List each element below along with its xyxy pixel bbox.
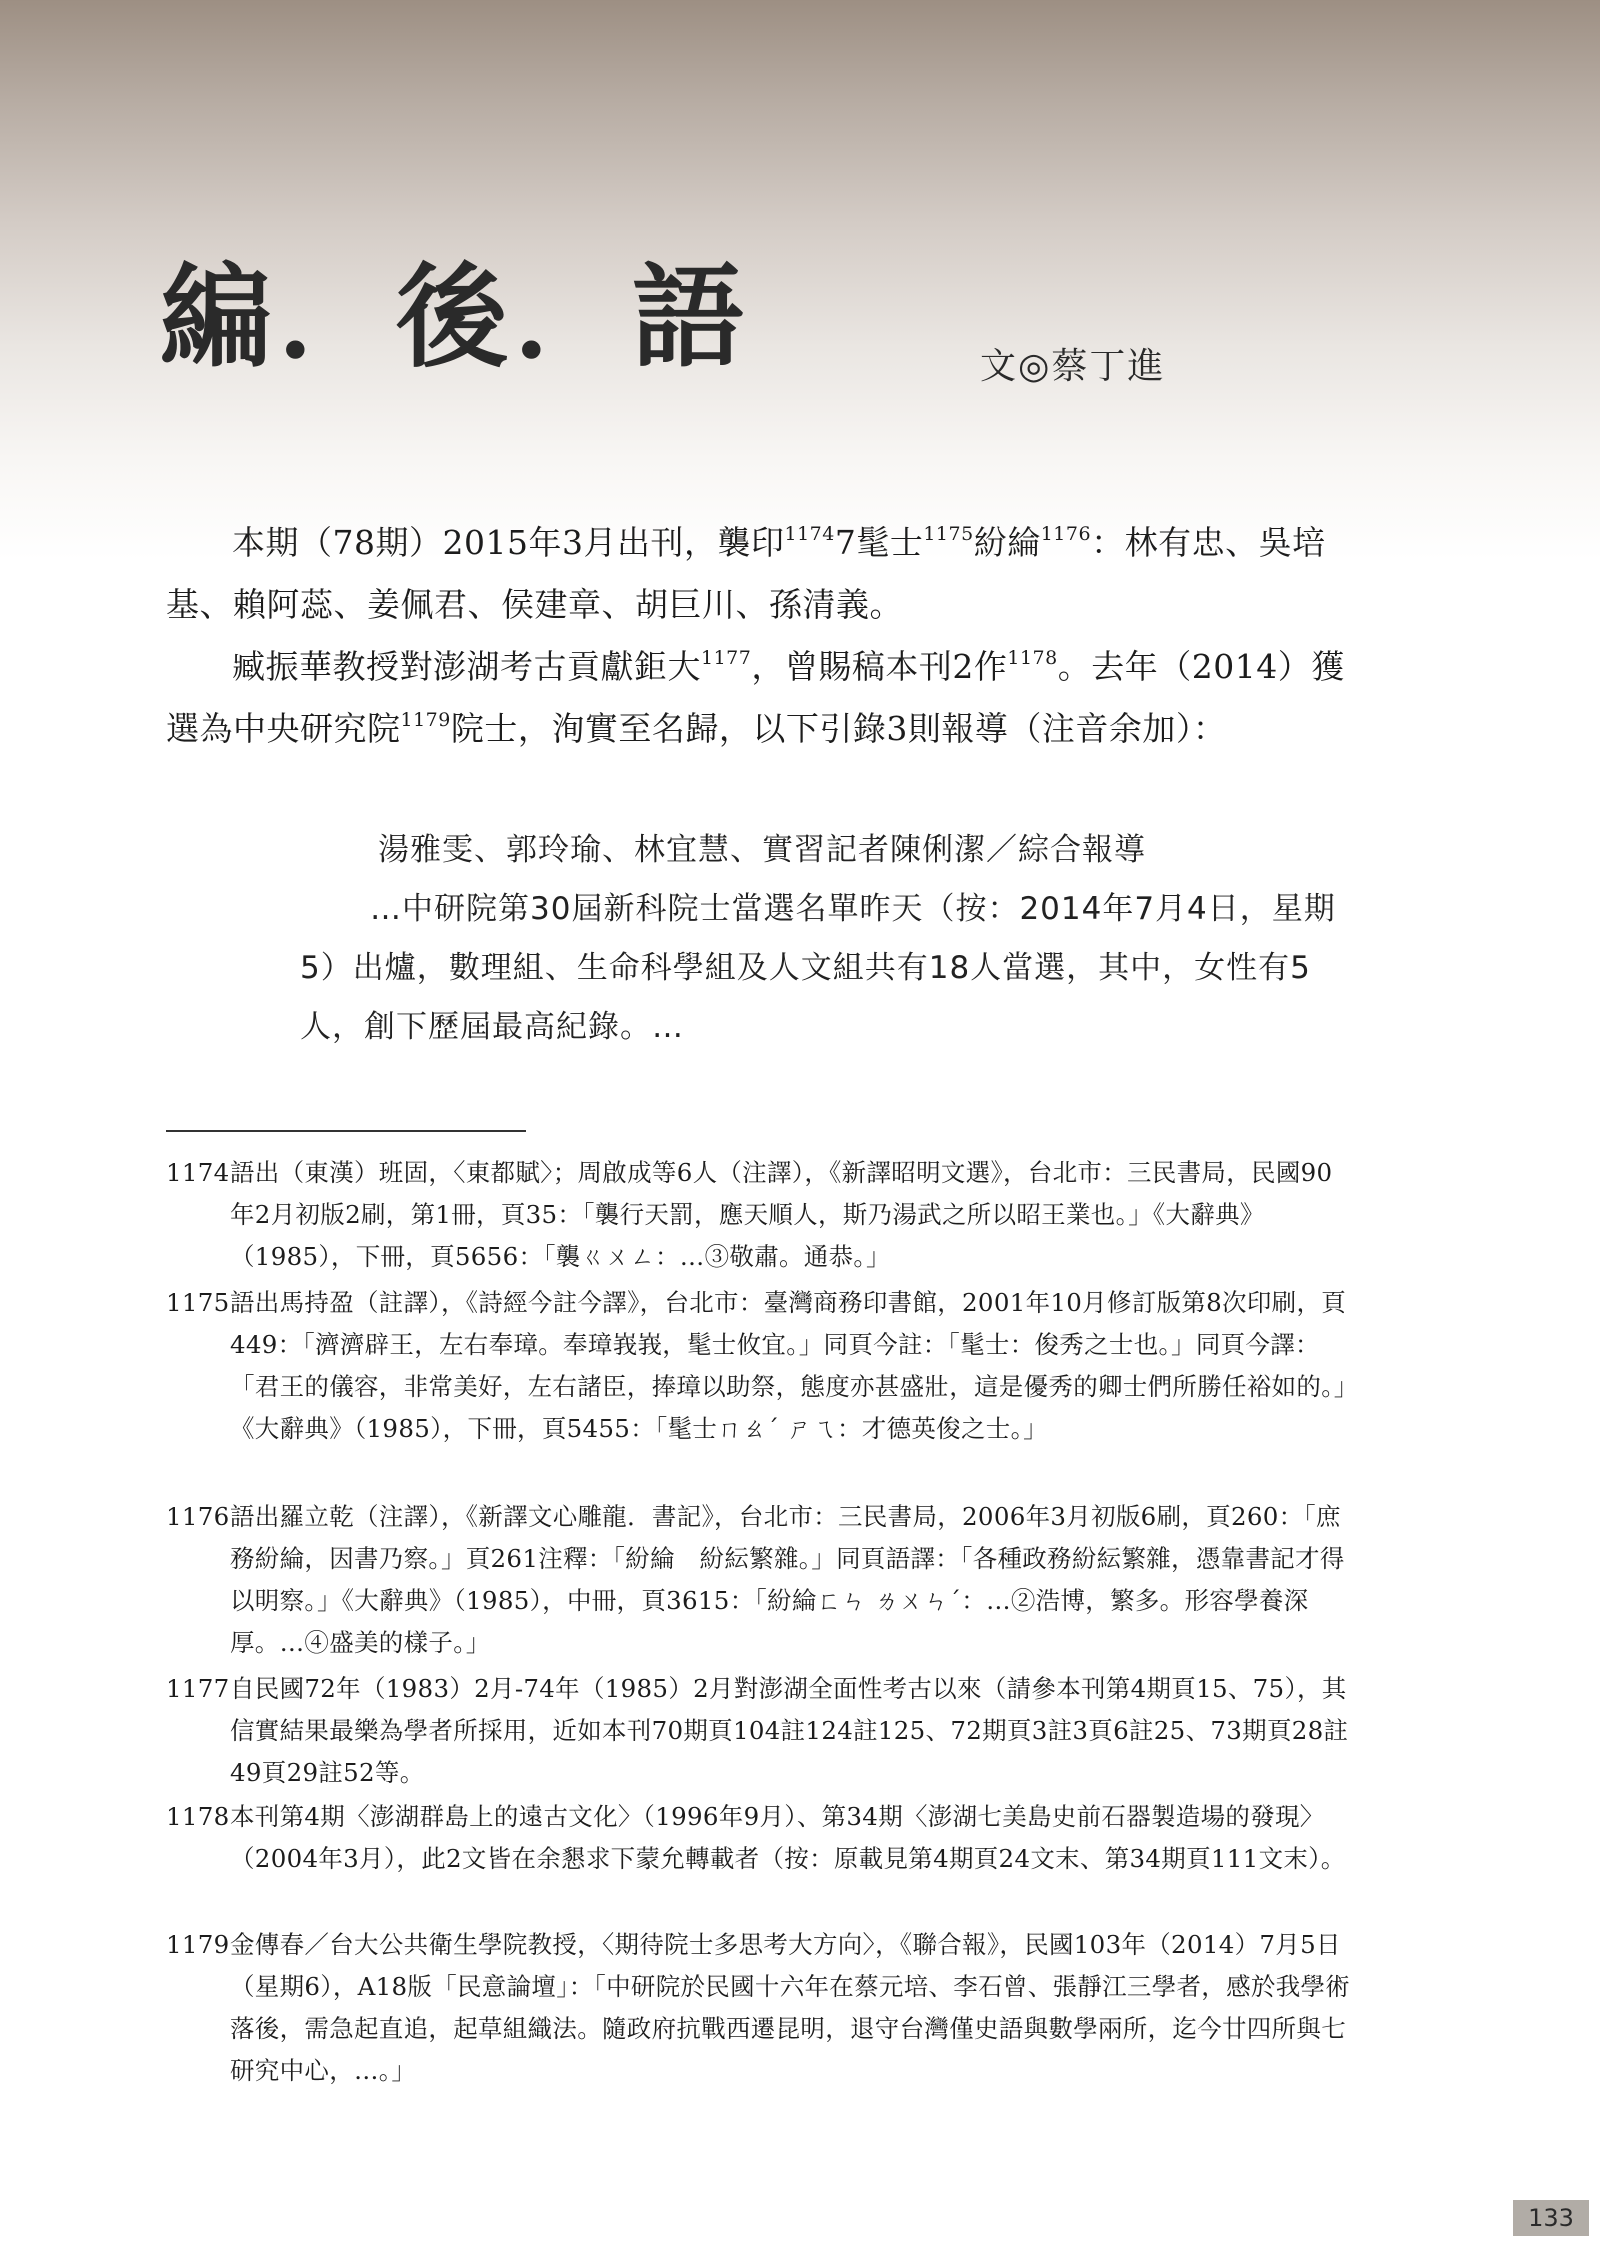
footnote-number: 1177 <box>166 1674 230 1703</box>
footnote-text: 語出馬持盈（註譯），《詩經今註今譯》，台北市：臺灣商務印書館，2001年10月修訂版第8次印刷，頁449：「濟濟辟王，左右奉璋。奉璋峩峩，髦士攸宜。」同頁今註：「髦士：俊秀之士也。」同頁今譯：「君王的儀容，非常美好，左右諸臣，捧璋以助祭，態度亦甚盛壯，這是優秀的卿士們所勝任裕如的。」《大辭典》（1985），下冊，頁5455：「髦士ㄇㄠˊ ㄕㄟ：才德英俊之士。」 <box>230 1288 1347 1443</box>
footnote-text: 自民國72年（1983）2月-74年（1985）2月對澎湖全面性考古以來（請參本刊第4期頁15、75），其信實結果最樂為學者所採用，近如本刊70期頁104註124註125、72期頁3註3頁6註25、73期頁28註49頁29註52等。 <box>230 1674 1349 1787</box>
footnote-1176 <box>166 1496 1352 1664</box>
footnote-text: 本刊第4期〈澎湖群島上的遠古文化〉（1996年9月）、第34期〈澎湖七美島史前石器製造場的發現〉（2004年3月），此2文皆在余懇求下蒙允轉載者（按：原載見第4期頁24文末、第34期頁111文末）。 <box>230 1802 1346 1873</box>
paragraph-2: 臧振華教授對澎湖考古貢獻鉅大$^{1177}$，曾賜稿本刊2作$^{1178}$。去年（2014）獲選為中央研究院$^{1179}$院士，洵實至名歸，以下引錄3則報導（注音余加）： <box>166 647 1345 748</box>
footnote-text: 語出羅立乾（注譯），《新譯文心雕龍．書記》，台北市：三民書局，2006年3月初版6刷，頁260：「庶務紛綸，因書乃察。」頁261注釋：「紛綸 紛紜繁雜。」同頁語譯：「各種政務紛紜繁雜，憑靠書記才得以明察。」《大辭典》（1985），中冊，頁3615：「紛綸ㄈㄣ ㄌㄨㄣˊ：…②浩博，繁多。形容學養深厚。…④盛美的樣子。」 <box>230 1502 1345 1657</box>
footnote-1174 <box>166 1152 1352 1278</box>
footnote-ref: 1177 <box>701 647 752 669</box>
author-byline: 文◎蔡丁進 <box>980 346 1166 387</box>
footnote-1175 <box>166 1282 1352 1450</box>
quote-byline: 湯雅雯、郭玲瑜、林宜慧、實習記者陳俐潔／綜合報導 <box>378 832 1146 868</box>
page-title: 編．後．語 <box>160 253 750 383</box>
footnote-ref: 1179 <box>400 709 451 731</box>
footnote-ref: 1176 <box>1040 523 1092 545</box>
paragraph-1: 本期（78期）2015年3月出刊，襲印$^{1174}$7髦士$^{1175}$紛綸$^{1176}$：林有忠、吳培基、賴阿蕊、姜佩君、侯建章、胡巨川、孫清義。 <box>166 523 1326 624</box>
footnote-text: 金傳春／台大公共衛生學院教授，〈期待院士多思考大方向〉，《聯合報》，民國103年（2014）7月5日（星期6），A18版「民意論壇」：「中研院於民國十六年在蔡元培、李石曾、張靜江三學者，感於我學術落後，需急起直追，起草組織法。隨政府抗戰西遷昆明，退守台灣僅史語與數學兩所，迄今廿四所與七研究中心，…。」 <box>230 1930 1351 2085</box>
footnote-number: 1175 <box>166 1288 230 1317</box>
footnote-number: 1179 <box>166 1930 230 1959</box>
quote-body: …中研院第30屆新科院士當選名單昨天（按：2014年7月4日，星期5）出爐，數理組、生命科學組及人文組共有18人當選，其中，女性有5人，創下歷屆最高紀錄。… <box>300 891 1336 1045</box>
footnote-number: 1178 <box>166 1802 230 1831</box>
footnote-divider <box>166 1130 526 1132</box>
footnote-ref: 1178 <box>1007 647 1058 669</box>
footnote-number: 1176 <box>166 1502 230 1531</box>
footnote-1179 <box>166 1924 1352 2092</box>
footnote-number: 1174 <box>166 1158 230 1187</box>
page-number: 133 <box>1513 2200 1589 2236</box>
footnote-ref: 1175 <box>923 523 974 545</box>
footnote-text: 語出（東漢）班固，〈東都賦〉；周啟成等6人（注譯），《新譯昭明文選》，台北市：三民書局，民國90年2月初版2刷，第1冊，頁35：「襲行天罰，應天順人，斯乃湯武之所以昭王業也。」《大辭典》（1985），下冊，頁5656：「襲ㄍㄨㄥ：…③敬肅。通恭。」 <box>230 1158 1333 1271</box>
footnote-1178 <box>166 1796 1352 1880</box>
footnote-ref: 1174 <box>784 523 835 545</box>
footnote-1177 <box>166 1668 1352 1794</box>
